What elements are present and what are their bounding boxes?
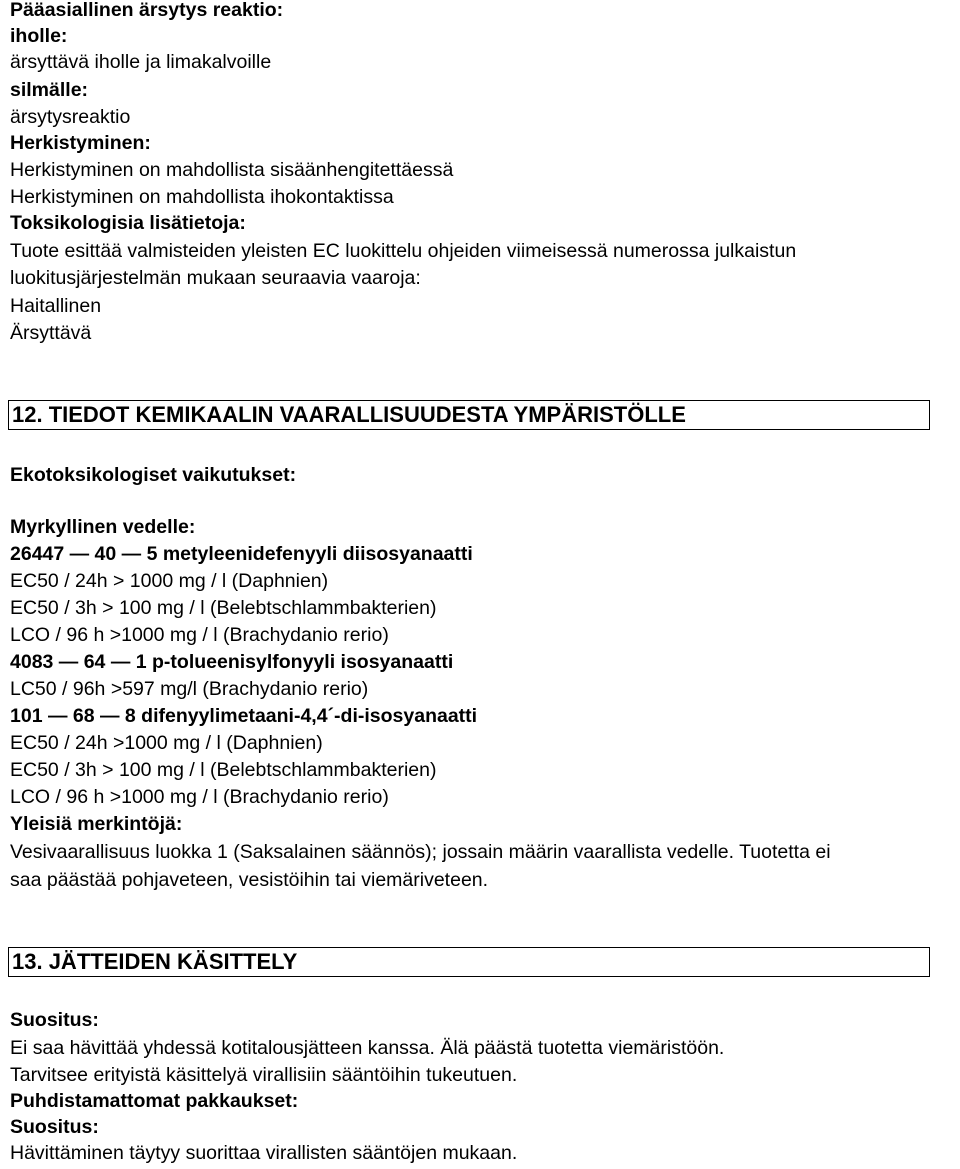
text-recommendation-2a: Hävittäminen täytyy suorittaa virallisten sääntöjen mukaan.	[10, 1142, 518, 1164]
label-skin: iholle:	[10, 25, 68, 47]
section-12-heading: 12. TIEDOT KEMIKAALIN VAARALLISUUDESTA YMPÄRISTÖLLE	[12, 402, 686, 427]
substance-3-title: 101 — 68 — 8 difenyylimetaani-4,4´-di-isosyanaatti	[10, 705, 478, 727]
substance-1-value-c: LCO / 96 h >1000 mg / l (Brachydanio rerio)	[10, 624, 389, 646]
text-recommendation-1a: Ei saa hävittää yhdessä kotitalousjätteen kanssa. Älä päästä tuotetta viemäristöön.	[10, 1037, 725, 1059]
text-general-notes-2: saa päästää pohjaveteen, vesistöihin tai viemäriveteen.	[10, 869, 489, 891]
text-recommendation-1b: Tarvitsee erityistä käsittelyä virallisiin sääntöihin tukeutuen.	[10, 1064, 518, 1086]
text-sensitization-skin: Herkistyminen on mahdollista ihokontaktissa	[10, 186, 394, 208]
label-general-notes: Yleisiä merkintöjä:	[10, 813, 183, 835]
substance-3-value-c: LCO / 96 h >1000 mg / l (Brachydanio rerio)	[10, 786, 389, 808]
label-recommendation-1: Suositus:	[10, 1009, 99, 1031]
text-hazard-harmful: Haitallinen	[10, 295, 102, 317]
text-toxicology-1: Tuote esittää valmisteiden yleisten EC luokittelu ohjeiden viimeisessä numerossa julkaistun	[10, 240, 797, 262]
label-toxicology-info: Toksikologisia lisätietoja:	[10, 212, 246, 234]
text-skin-effect: ärsyttävä iholle ja limakalvoille	[10, 51, 272, 73]
label-sensitization: Herkistyminen:	[10, 132, 151, 154]
text-sensitization-inhalation: Herkistyminen on mahdollista sisäänhengitettäessä	[10, 159, 454, 181]
label-aquatic-toxicity: Myrkyllinen vedelle:	[10, 516, 196, 538]
substance-3-value-a: EC50 / 24h >1000 mg / l (Daphnien)	[10, 732, 323, 754]
substance-1-title: 26447 — 40 — 5 metyleenidefenyyli diisosyanaatti	[10, 543, 473, 565]
label-recommendation-2: Suositus:	[10, 1116, 99, 1138]
substance-1-value-a: EC50 / 24h > 1000 mg / l (Daphnien)	[10, 570, 329, 592]
text-toxicology-2: luokitusjärjestelmän mukaan seuraavia vaaroja:	[10, 267, 421, 289]
section-12-heading-box	[8, 400, 930, 430]
text-general-notes-1: Vesivaarallisuus luokka 1 (Saksalainen säännös); jossain määrin vaarallista vedelle. Tuotetta ei	[10, 841, 831, 863]
heading-primary-irritation: Pääasiallinen ärsytys reaktio:	[10, 0, 284, 21]
text-hazard-irritant: Ärsyttävä	[10, 322, 92, 344]
substance-2-title: 4083 — 64 — 1 p-tolueenisylfonyyli isosyanaatti	[10, 651, 454, 673]
section-13-heading-box	[8, 947, 930, 977]
text-eye-effect: ärsytysreaktio	[10, 106, 131, 128]
label-uncleaned-packaging: Puhdistamattomat pakkaukset:	[10, 1090, 299, 1112]
substance-3-value-b: EC50 / 3h > 100 mg / l (Belebtschlammbakterien)	[10, 759, 437, 781]
substance-1-value-b: EC50 / 3h > 100 mg / l (Belebtschlammbakterien)	[10, 597, 437, 619]
substance-2-value-a: LC50 / 96h >597 mg/l (Brachydanio rerio)	[10, 678, 369, 700]
label-eye: silmälle:	[10, 79, 89, 101]
label-ecotoxicology: Ekotoksikologiset vaikutukset:	[10, 464, 297, 486]
section-13-heading: 13. JÄTTEIDEN KÄSITTELY	[12, 949, 298, 974]
